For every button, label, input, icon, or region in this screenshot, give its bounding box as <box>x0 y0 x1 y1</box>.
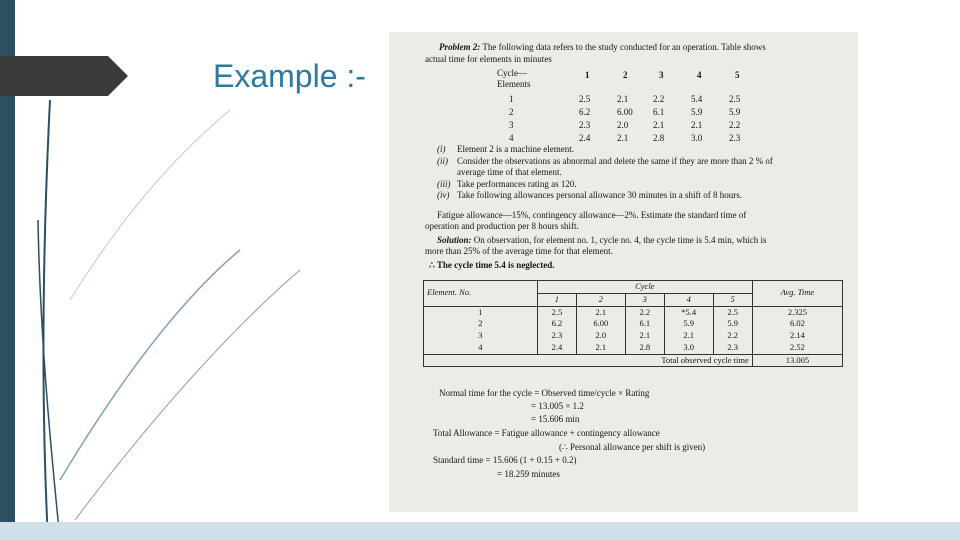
problem-cell: 2.8 <box>653 133 665 143</box>
solution-cycle-header: 1 <box>537 293 576 306</box>
note-text: average time of that element. <box>457 167 562 177</box>
note-number: (iv) <box>437 190 450 200</box>
fatigue-line-2: operation and production per 8 hours shift. <box>425 221 579 231</box>
problem-intro: The following data refers to the study conducted for an operation. Table shows <box>482 42 766 52</box>
calc-line: Normal time for the cycle = Observed time/cycle × Rating <box>439 388 650 398</box>
problem-intro-cont: actual time for elements in minutes <box>425 54 552 64</box>
problem-cell: 2.2 <box>653 94 665 104</box>
solution-cell: 6.00 <box>577 318 626 330</box>
solution-cell: 2.2 <box>625 306 664 318</box>
fatigue-line-1: Fatigue allowance—15%, contingency allowance—2%. Estimate the standard time of <box>437 210 747 220</box>
solution-element-no: 2 <box>424 318 538 330</box>
solution-table-row <box>424 306 843 318</box>
problem-cell: 2.3 <box>579 120 591 130</box>
solution-cell: 5.9 <box>713 318 752 330</box>
table-head-label-1: Cycle— <box>497 68 527 78</box>
note-number: (iii) <box>437 178 451 189</box>
solution-cell: 2.3 <box>537 330 576 342</box>
solution-cell: 2.1 <box>664 330 713 342</box>
solution-avg: 2.325 <box>752 306 842 318</box>
problem-cell: 2.5 <box>579 94 591 104</box>
solution-heading: Solution: <box>437 235 472 245</box>
problem-cell: 6.1 <box>653 107 665 117</box>
solution-cell: 2.1 <box>625 330 664 342</box>
solution-cycle-header: 3 <box>625 293 664 306</box>
solution-element-no: 1 <box>424 306 538 318</box>
col-element: Element. No. <box>424 281 538 307</box>
solution-element-no: 4 <box>424 342 538 354</box>
problem-cell: 2.3 <box>729 133 741 143</box>
solution-table-row <box>424 318 843 330</box>
problem-cell: 2.1 <box>617 94 629 104</box>
problem-element-no: 2 <box>509 107 514 117</box>
problem-heading: Problem 2: <box>439 42 481 52</box>
problem-cell: 2.1 <box>653 120 665 130</box>
calc-line: Standard time = 15.606 (1 + 0.15 + 0.2) <box>433 455 577 465</box>
note-text: Take performances rating as 120. <box>457 178 577 189</box>
solution-table-row <box>424 342 843 354</box>
solution-text-2: more than 25% of the average time for that element. <box>425 246 613 256</box>
problem-cell: 2.1 <box>617 133 629 143</box>
solution-table-row <box>424 330 843 342</box>
solution-cell: 6.2 <box>537 318 576 330</box>
scanned-document <box>389 32 858 512</box>
calc-line: = 18.259 minutes <box>497 469 560 479</box>
solution-avg: 2.14 <box>752 330 842 342</box>
problem-cycle-header: 1 <box>585 70 590 80</box>
problem-cell: 5.9 <box>729 107 741 117</box>
solution-cell: 2.3 <box>713 342 752 354</box>
total-label: Total observed cycle time <box>424 354 753 367</box>
solution-cycle-header: 5 <box>713 293 752 306</box>
solution-cycle-header: 2 <box>577 293 626 306</box>
problem-cell: 6.2 <box>579 107 591 117</box>
problem-cell: 2.0 <box>617 120 629 130</box>
problem-cell: 3.0 <box>691 133 703 143</box>
note-text: Take following allowances personal allowance 30 minutes in a shift of 8 hours. <box>457 190 743 200</box>
calc-line: = 13.005 × 1.2 <box>531 401 584 411</box>
problem-cycle-header: 2 <box>623 70 628 80</box>
solution-cell: 6.1 <box>625 318 664 330</box>
solution-avg: 6.02 <box>752 318 842 330</box>
solution-text-1: On observation, for element no. 1, cycle no. 4, the cycle time is 5.4 min, which is <box>473 235 767 245</box>
solution-cell: 2.1 <box>577 306 626 318</box>
slide-title: Example :- <box>213 58 366 94</box>
solution-cell: 2.2 <box>713 330 752 342</box>
solution-cell: 2.4 <box>537 342 576 354</box>
problem-element-no: 3 <box>509 120 514 130</box>
problem-element-no: 1 <box>509 94 514 104</box>
col-cycle: Cycle <box>537 281 752 294</box>
solution-table <box>423 280 843 367</box>
solution-avg: 2.52 <box>752 342 842 354</box>
problem-cycle-header: 3 <box>659 70 664 80</box>
problem-cell: 2.2 <box>729 120 741 130</box>
problem-cycle-header: 5 <box>735 70 740 80</box>
total-value: 13.005 <box>752 354 842 367</box>
solution-cell: 2.1 <box>577 342 626 354</box>
table-head-label-2: Elements <box>497 79 531 89</box>
calc-line: (∴ Personal allowance per shift is given) <box>559 442 706 452</box>
title-arrow-shape <box>0 56 128 96</box>
therefore-symbol: ∴ <box>429 260 435 270</box>
solution-cell: 3.0 <box>664 342 713 354</box>
problem-cell: 2.1 <box>691 120 703 130</box>
bottom-band <box>0 522 960 540</box>
note-number: (i) <box>437 144 446 154</box>
problem-element-no: 4 <box>509 133 514 143</box>
neglected-note: The cycle time 5.4 is neglected. <box>436 260 555 270</box>
solution-cycle-header: 4 <box>664 293 713 306</box>
problem-cell: 2.5 <box>729 94 741 104</box>
solution-cell: 2.5 <box>537 306 576 318</box>
problem-cycle-header: 4 <box>697 70 702 80</box>
col-avg: Avg. Time <box>752 281 842 307</box>
solution-cell: *5.4 <box>664 306 713 318</box>
note-text: Element 2 is a machine element. <box>457 144 574 154</box>
solution-element-no: 3 <box>424 330 538 342</box>
solution-cell: 5.9 <box>664 318 713 330</box>
problem-cell: 5.4 <box>691 94 703 104</box>
calc-line: Total Allowance = Fatigue allowance + contingency allowance <box>433 428 660 438</box>
solution-cell: 2.0 <box>577 330 626 342</box>
note-text: Consider the observations as abnormal and delete the same if they are more than 2 % of <box>457 155 773 166</box>
solution-cell: 2.8 <box>625 342 664 354</box>
solution-cell: 2.5 <box>713 306 752 318</box>
problem-cell: 5.9 <box>691 107 703 117</box>
calc-line: = 15.606 min <box>531 414 580 424</box>
problem-cell: 6.00 <box>617 107 633 117</box>
problem-cell: 2.4 <box>579 133 591 143</box>
note-number: (ii) <box>437 155 448 166</box>
